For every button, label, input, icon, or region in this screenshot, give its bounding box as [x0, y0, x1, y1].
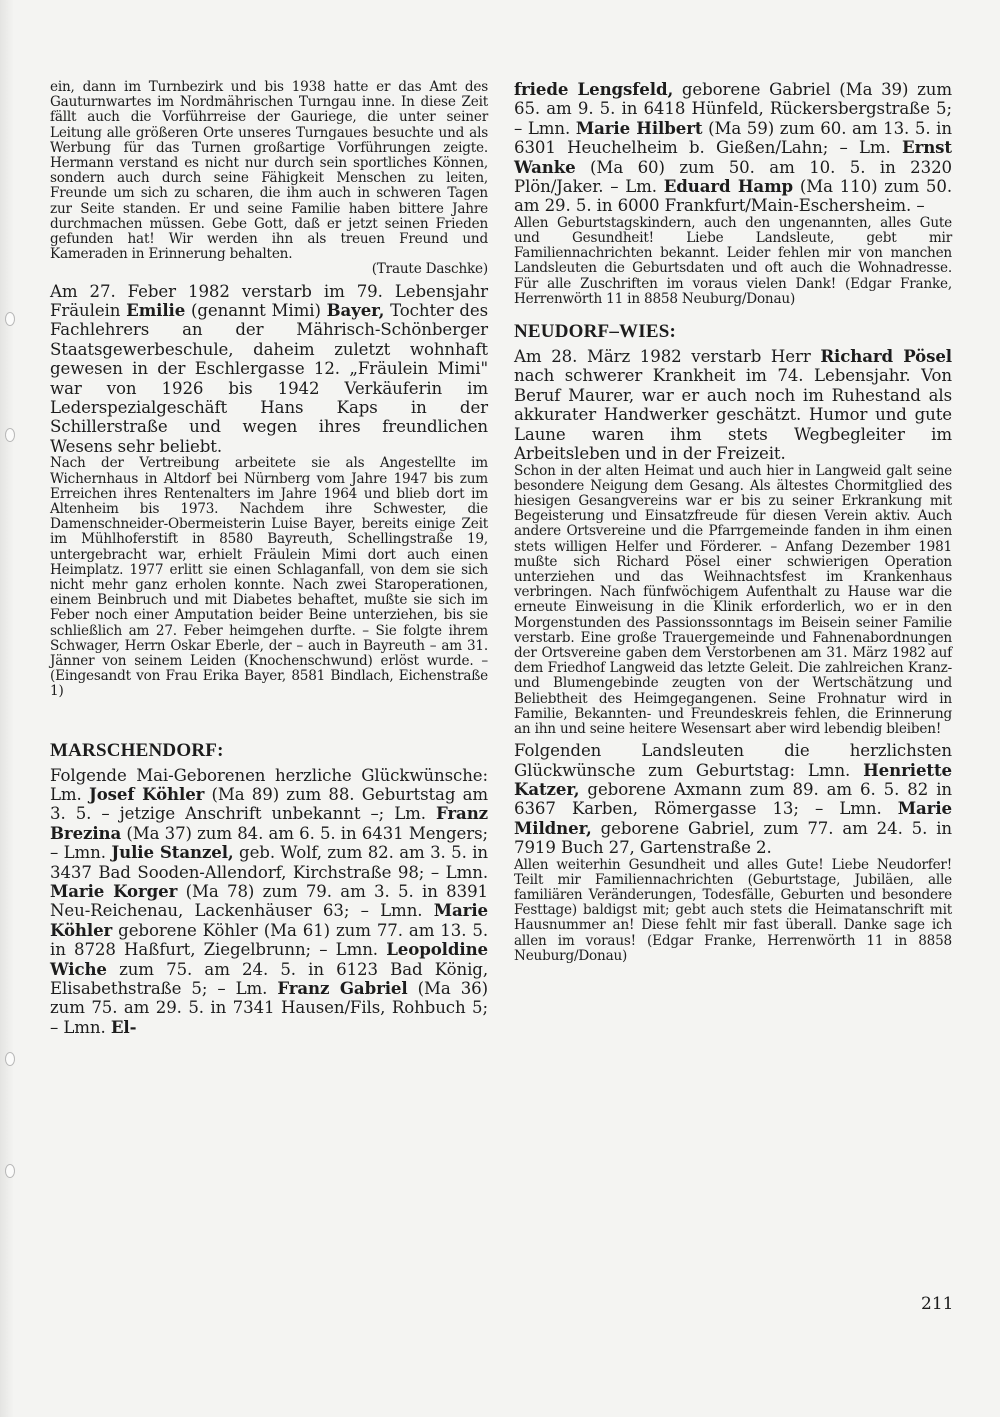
- birthday-list-marschendorf: Folgende Mai-Geborenen herzliche Glückwünsche: Lm. Josef Köhler (Ma 89) zum 88. Geburtstag am 3. 5. – jetzige Anschrift unbekannt –; Lm. Franz Brezina (Ma 37) zum 84. am 6. 5. in 6431 Mengers; – Lmn. Julie Stanzel, geb. Wolf, zum 82. am 3. 5. in 3437 Bad Sooden-Allendorf, Kirchstraße 98; – Lmn. Marie Korger (Ma 78) zum 79. am 3. 5. in 8391 Neu-Reichenau, Lackenhäuser 63; – Lmn. Marie Köhler geborene Köhler (Ma 61) zum 77. am 13. 5. in 8728 Haßfurt, Ziegelbrunn; – Lmn. Leopoldine Wiche zum 75. am 24. 5. in 6123 Bad König, Elisabethstraße 5; – Lm. Franz Gabriel (Ma 36) zum 75. am 29. 5. in 7341 Hausen/Fils, Rohbuch 5; – Lmn. El-: [50, 765, 489, 1037]
- obituary-poesel-body: Schon in der alten Heimat und auch hier in Langweid galt seine besondere Neigung dem Gesang. Als ältestes Chormitglied des hiesigen Gesangvereins war er bis zu seiner Erkrankung mit Begeisterung und Einsatzfreude für diesen Verein aktiv. Auch andere Ortsvereine und die Pfarrgemeinde fanden in ihm einen stets willigen Helfer und Förderer. – Anfang Dezember 1981 mußte sich Richard Pösel einer schwierigen Operation unterziehen und das Weihnachtsfest im Krankenhaus verbringen. Nach fünfwöchigem Aufenthalt zu Hause war die erneute Einweisung in die Klinik erforderlich, wo er in den Morgenstunden des Passionssonntags im Beisein seiner Familie verstarb. Eine große Trauergemeinde und Fahnenabordnungen der Ortsvereine gaben dem Verstorbenen am 31. März 1982 auf dem Friedhof Langweid das letzte Geleit. Die zahlreichen Kranz- und Blumengebinde zeugten von der Wertschätzung und Beliebtheit des Heimgegangenen. Seine Frohnatur wird in Familie, Bekannten- und Freundeskreis fehlen, die Erinnerung an ihn und seine heitere Wesensart aber wird lebendig bleiben!: [514, 462, 952, 737]
- bold-name: Leopoldine Wiche: [50, 939, 488, 979]
- birthday-list-continuation: friede Lengsfeld, geborene Gabriel (Ma 39) zum 65. am 9. 5. in 6418 Hünfeld, Rückersbergstraße 5; – Lmn. Marie Hilbert (Ma 59) zum 60. am 13. 5. in 6301 Heuchelheim b. Gießen/Lahn; – Lm. Ernst Wanke (Ma 60) zum 50. am 10. 5. in 2320 Plön/Jaker. – Lm. Eduard Hamp (Ma 110) zum 50. am 29. 5. in 6000 Frankfurt/Main-Eschersheim. –: [514, 79, 952, 216]
- bold-name: Henriette Katzer,: [514, 759, 952, 799]
- bold-name: Emilie: [126, 300, 186, 321]
- binding-hole-mark: [5, 312, 15, 326]
- binding-hole-mark: [5, 1164, 15, 1178]
- bold-name: Franz Gabriel: [277, 978, 408, 999]
- bold-name: Bayer,: [326, 300, 385, 321]
- page-edge-shadow: [0, 0, 14, 1417]
- birthday-closing-note: Allen Geburtstagskindern, auch den ungenannten, alles Gute und Gesundheit! Liebe Landsleute, gebt mir Familiennachrichten bekannt. Leider fehlen mir von manchen Landsleuten die Geburtsdaten und oft auch die Wohnadresse. Für alle Zuschriften im voraus vielen Dank! (Edgar Franke, Herrenwörth 11 in 8858 Neuburg/Donau): [514, 214, 952, 307]
- bold-name: Ernst Wanke: [514, 137, 952, 177]
- neudorf-closing-note: Allen weiterhin Gesundheit und alles Gute! Liebe Neudorfer! Teilt mir Familiennachrichten (Geburtstage, Jubiläen, alle familiären Veränderungen, Todesfälle, Geburten und besondere Festtage) baldigst mit; gebt auch stets die Heimatanschrift mit Hausnummer an! Diese fehlt mir fast überall. Danke sage ich allen im voraus! (Edgar Franke, Herrenwörth 11 in 8858 Neuburg/Donau): [514, 856, 952, 964]
- obituary-bayer-body: Nach der Vertreibung arbeitete sie als Angestellte im Wichernhaus in Altdorf bei Nürnberg vom Jahre 1947 bis zum Erreichen ihres Rentenalters im Jahre 1964 und blieb dort im Altenheim bis 1973. Nachdem ihre Schwester, die Damenschneider-Obermeisterin Luise Bayer, bereits einige Zeit im Mühlhoferstift in 8580 Bayreuth, Schellingstraße 19, untergebracht war, erhielt Fräulein Mimi dort auch einen Heimplatz. 1977 erlitt sie einen Schlaganfall, von dem sie sich nicht mehr ganz erholen konnte. Nach zwei Staroperationen, einem Beinbruch und mit Diabetes behaftet, mußte sie sich im Feber noch einer Amputation beider Beine unterziehen, bis sie schließlich am 27. Feber heimgehen durfte. – Sie folgte ihrem Schwager, Herrn Oskar Eberle, der – auch in Bayreuth – am 31. Jänner von seinem Leiden (Knochenschwund) erlöst wurde. – (Eingesandt von Frau Erika Bayer, 8581 Bindlach, Eichenstraße 1): [50, 455, 488, 700]
- left-column: [50, 80, 488, 1037]
- obituary-bayer-intro: Am 27. Feber 1982 verstarb im 79. Lebensjahr Fräulein Emilie (genannt Mimi) Bayer, Tochter des Fachlehrers an der Mährisch-Schönberger Staatsgewerbeschule, daheim zuletzt wohnhaft gewesen in der Eschlergasse 12. „Fräulein Mimi" war von 1926 bis 1942 Verkäuferin im Lederspezialgeschäft Hans Kaps in der Schillerstraße und wegen ihres freundlichen Wesens sehr beliebt.: [50, 281, 488, 456]
- bold-name: Julie Stanzel,: [111, 842, 234, 863]
- bold-name: Josef Köhler: [88, 783, 205, 804]
- section-heading-marschendorf: MARSCHENDORF:: [50, 739, 224, 761]
- bold-name: Marie Hilbert: [575, 117, 703, 138]
- bold-name: Marie Köhler: [50, 900, 488, 940]
- bold-name: friede Lengsfeld,: [514, 79, 674, 99]
- obituary-poesel-intro: Am 28. März 1982 verstarb Herr Richard Pösel nach schwerer Krankheit im 74. Lebensjahr. Von Beruf Maurer, war er auch noch im Ruhestand als akkurater Handwerker geschätzt. Humor und gute Laune waren ihm stets Wegbegleiter im Arbeitsleben und in der Freizeit.: [514, 346, 952, 464]
- right-column: [514, 80, 952, 964]
- bold-name: El-: [110, 1016, 137, 1037]
- page-number: 211: [921, 1294, 954, 1314]
- bold-name: Richard Pösel: [820, 346, 952, 367]
- birthday-list-neudorf: Folgenden Landsleuten die herzlichsten Glückwünsche zum Geburtstag: Lmn. Henriette Katzer, geborene Axmann zum 89. am 6. 5. 82 in 6367 Karben, Römergasse 13; – Lmn. Marie Mildner, geborene Gabriel, zum 77. am 24. 5. in 7919 Buch 27, Gartenstraße 2.: [514, 741, 952, 858]
- bold-name: Marie Korger: [50, 880, 178, 901]
- bold-name: Franz Brezina: [50, 803, 488, 843]
- bold-name: Eduard Hamp: [663, 176, 794, 197]
- binding-hole-mark: [5, 428, 15, 442]
- author-signature: (Traute Daschke): [371, 261, 488, 278]
- obituary-continuation-paragraph: ein, dann im Turnbezirk und bis 1938 hatte er das Amt des Gauturnwartes im Nordmährischen Turngau inne. In diese Zeit fällt auch die Vorführreise der Gauriege, die unter seiner Leitung alle größeren Orte unseres Turngaues besuchte und als Werbung für das Turnen großartige Vorführungen zeigte. Hermann verstand es nicht nur durch sein sportliches Können, sondern auch durch seine Fähigkeit Menschen zu leiten, Freunde um sich zu scharen, die ihm auch in schweren Tagen zur Seite standen. Er und seine Familie haben bittere Jahre durchmachen müssen. Gebe Gott, daß er jetzt seinen Frieden gefunden hat! Wir werden ihn als treuen Freund und Kameraden in Erinnerung behalten.: [50, 79, 488, 263]
- section-heading-neudorf-wies: NEUDORF–WIES:: [514, 321, 677, 343]
- binding-hole-mark: [5, 1052, 15, 1066]
- bold-name: Marie Mildner,: [514, 798, 952, 838]
